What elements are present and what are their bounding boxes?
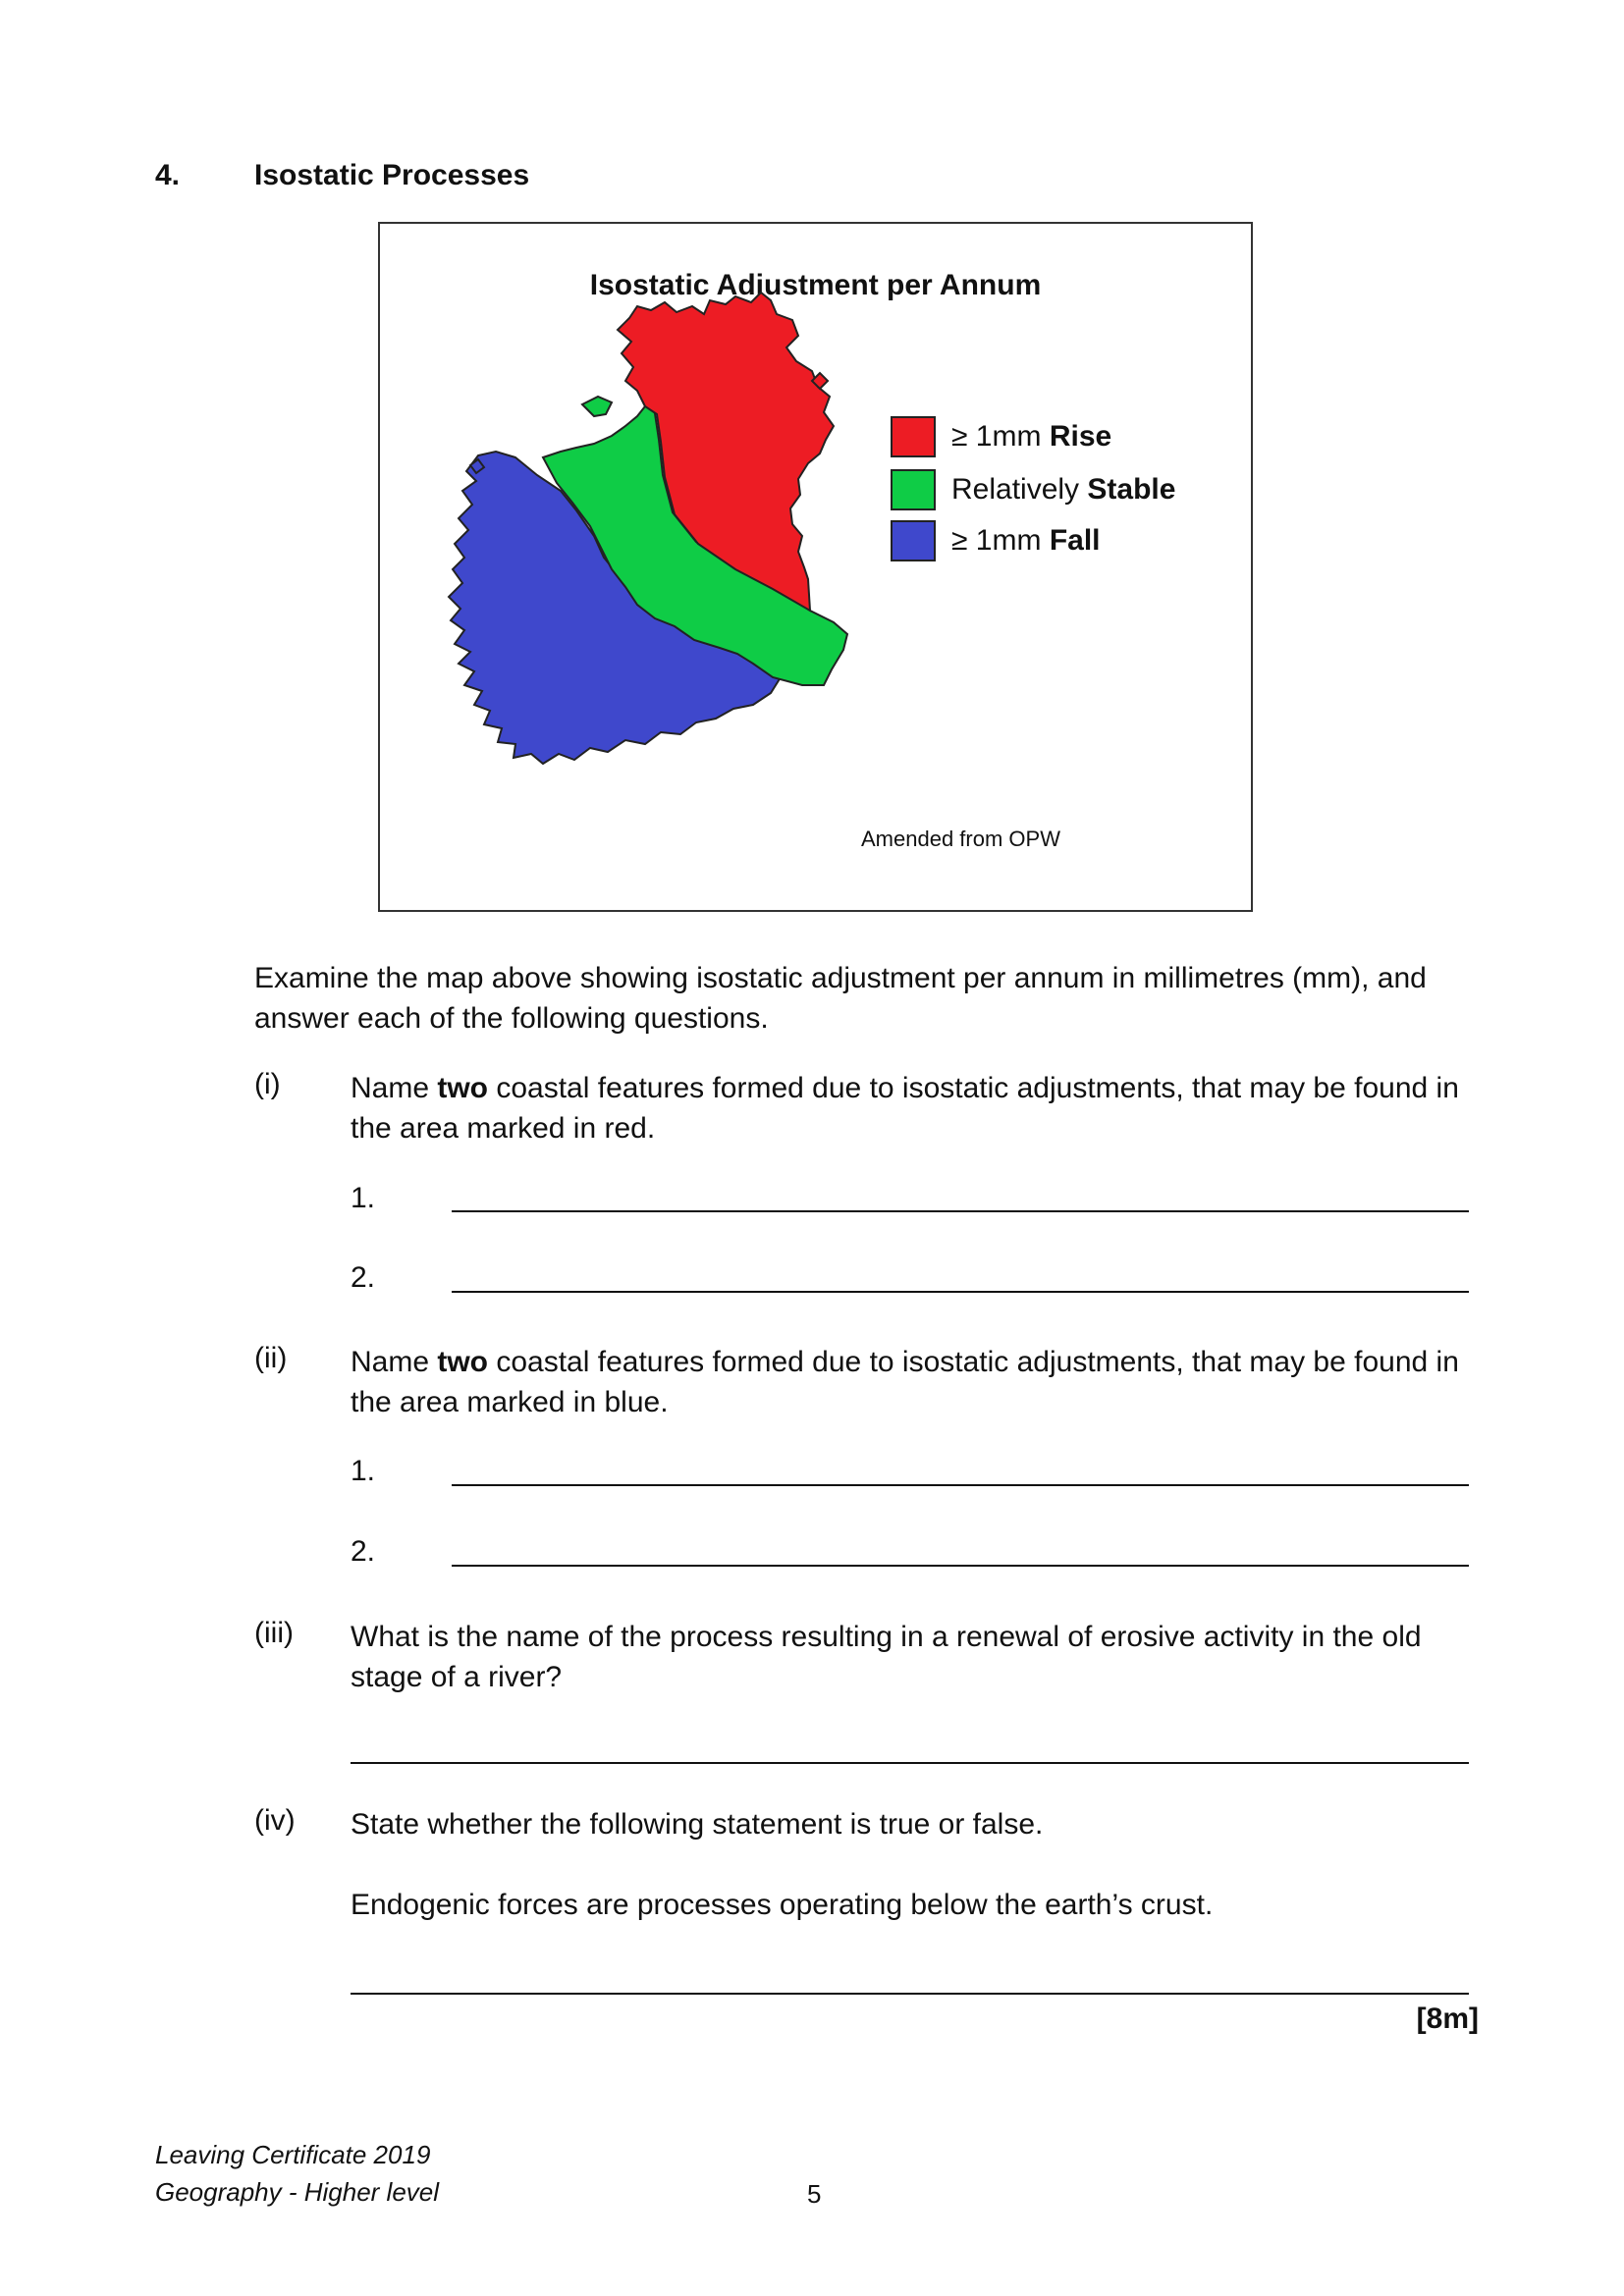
page-number: 5 xyxy=(807,2179,822,2209)
part-text-ii: Name two coastal features formed due to isostatic adjustments, that may be found in the area marked in blue. xyxy=(351,1346,1459,1418)
ireland-map xyxy=(380,224,1251,910)
legend-item-fall xyxy=(891,518,1101,563)
question-title: Isostatic Processes xyxy=(254,159,530,191)
part-text-iv: State whether the following statement is true or false. xyxy=(351,1808,1044,1841)
answer-number-i-2: 2. xyxy=(351,1261,376,1294)
question-intro: Examine the map above showing isostatic adjustment per annum in millimetres (mm), and answer each of the following questions. xyxy=(254,962,1427,1035)
answer-line-ii-1[interactable] xyxy=(452,1484,1469,1486)
answer-number-ii-2: 2. xyxy=(351,1535,376,1568)
legend-swatch-rise xyxy=(891,416,936,457)
part-statement-iv: Endogenic forces are processes operating below the earth’s crust. xyxy=(351,1889,1214,1921)
map-title: Isostatic Adjustment per Annum xyxy=(589,269,1042,301)
legend-label-fall: ≥ 1mm Fall xyxy=(951,524,1101,557)
answer-line-i-1[interactable] xyxy=(452,1210,1469,1212)
legend-swatch-fall xyxy=(891,520,936,561)
map-region-stable-tip xyxy=(582,397,612,416)
answer-line-iv[interactable] xyxy=(351,1993,1469,1995)
answer-line-i-2[interactable] xyxy=(452,1291,1469,1293)
part-text-i: Name two coastal features formed due to isostatic adjustments, that may be found in the area marked in red. xyxy=(351,1072,1459,1145)
part-label-i: (i) xyxy=(254,1068,281,1100)
legend-item-stable xyxy=(891,467,1175,512)
footer-exam: Leaving Certificate 2019 xyxy=(155,2140,431,2169)
map-figure xyxy=(378,222,1253,912)
legend-item-rise xyxy=(891,414,1111,459)
answer-number-i-1: 1. xyxy=(351,1182,376,1214)
question-number: 4. xyxy=(155,159,181,191)
legend-swatch-stable xyxy=(891,469,936,510)
part-label-ii: (ii) xyxy=(254,1342,288,1374)
answer-line-iii[interactable] xyxy=(351,1762,1469,1764)
footer-subject: Geography - Higher level xyxy=(155,2177,440,2207)
marks-total: [8m] xyxy=(1416,2002,1479,2035)
legend-label-stable: Relatively Stable xyxy=(951,473,1176,506)
part-text-iii: What is the name of the process resulting in a renewal of erosive activity in the old stage of a river? xyxy=(351,1621,1422,1693)
map-credit: Amended from OPW xyxy=(861,827,1060,851)
part-label-iv: (iv) xyxy=(254,1804,296,1837)
part-label-iii: (iii) xyxy=(254,1617,294,1649)
answer-line-ii-2[interactable] xyxy=(452,1565,1469,1567)
legend-label-rise: ≥ 1mm Rise xyxy=(951,420,1112,453)
answer-number-ii-1: 1. xyxy=(351,1455,376,1487)
